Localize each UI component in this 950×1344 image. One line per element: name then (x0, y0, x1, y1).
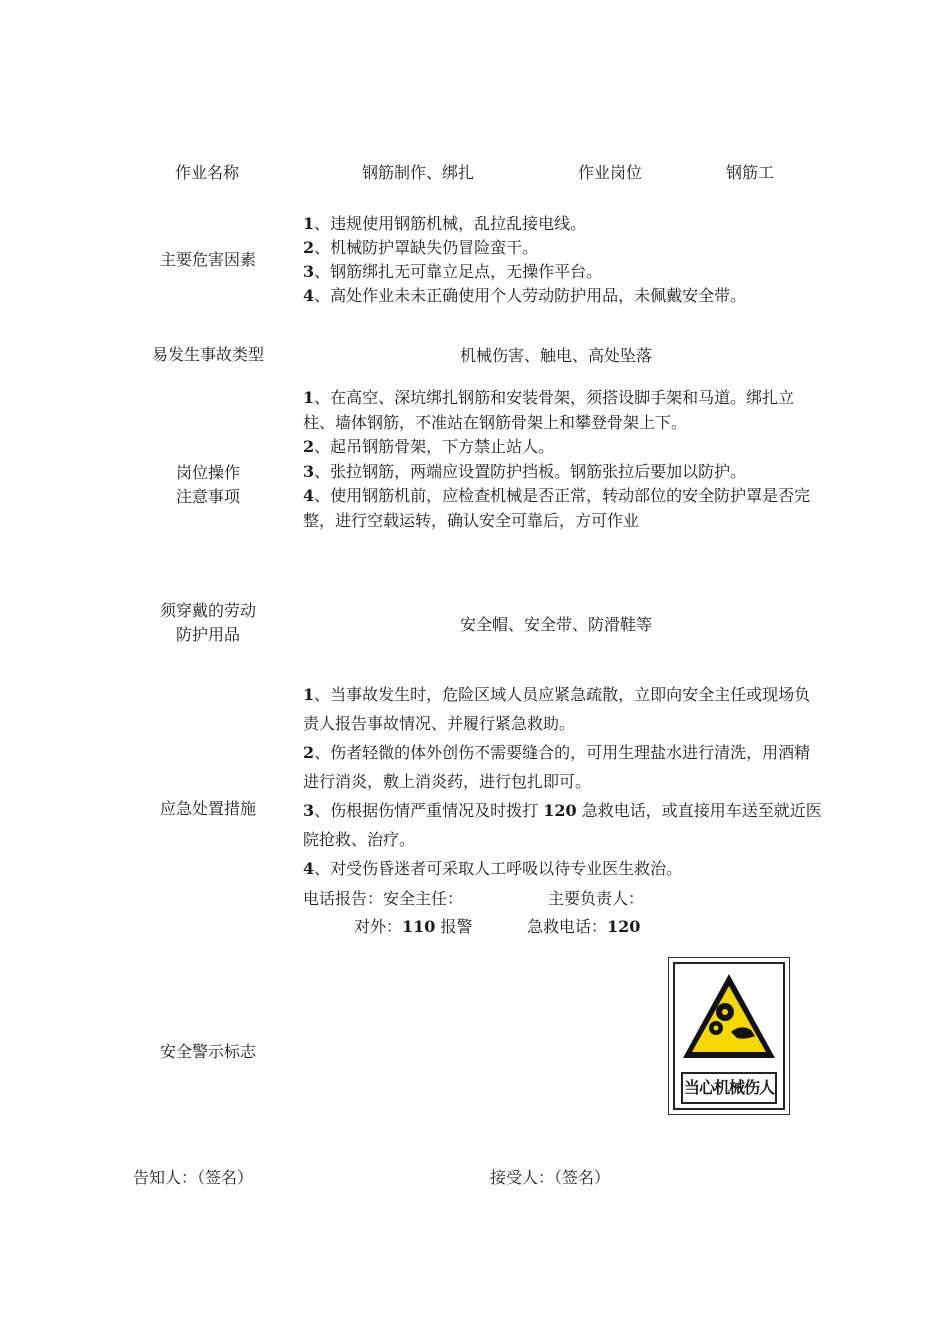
ppe-label-line2: 防护用品 (175, 625, 240, 644)
hazard-item: 2、机械防护罩缺失仍冒险蛮干。 (303, 238, 539, 257)
safety-sign-label: 安全警示标志 (159, 1042, 256, 1061)
ppe-label-line1: 须穿戴的劳动 (159, 601, 256, 620)
emergency-list (303, 680, 823, 883)
job-post-label: 作业岗位 (578, 163, 643, 182)
operation-item: 3、张拉钢筋，两端应设置防护挡板。钢筋张拉后要加以防护。 (303, 461, 747, 481)
operation-item: 2、起吊钢筋骨架，下方禁止站人。 (303, 437, 555, 456)
emergency-item: 1、当事故发生时，危险区域人员应紧急疏散，立即向安全主任或现场负责人报告事故情况、并履行紧急救助。 (303, 685, 811, 733)
hazard-item: 3、钢筋绑扎无可靠立足点，无操作平台。 (303, 262, 603, 281)
phone-report-label: 电话报告：安全主任： (303, 889, 464, 908)
emergency-item: 2、伤者轻微的体外创伤不需要缝合的，可用生理盐水进行清洗，用酒精进行消炎，敷上消炎药，进行包扎即可。 (303, 743, 811, 791)
hazards-list (303, 212, 823, 308)
external-alarm: 对外：110 报警 (354, 917, 473, 936)
emergency-item: 3、伤根据伤情严重情况及时拨打 120 急救电话，或直接用车送至就近医院抢救、治疗。 (303, 801, 822, 849)
hazards-label: 主要危害因素 (159, 250, 256, 269)
operation-item: 4、使用钢筋机前，应检查机械是否正常，转动部位的安全防护罩是否完整，进行空载运转，确认安全可靠后，方可作业 (303, 486, 811, 530)
main-person-label: 主要负责人： (548, 889, 645, 908)
ppe-value: 安全帽、安全带、防滑鞋等 (460, 615, 653, 634)
first-aid-phone: 急救电话：120 (527, 917, 641, 936)
accident-types-label: 易发生事故类型 (151, 345, 264, 364)
job-name-label: 作业名称 (175, 163, 240, 182)
job-name-value: 钢筋制作、绑扎 (362, 163, 475, 182)
hazard-item: 1、违规使用钢筋机械，乱拉乱接电线。 (303, 214, 587, 233)
operations-label-line1: 岗位操作 (175, 463, 240, 482)
emergency-label: 应急处置措施 (159, 799, 256, 818)
sign-caption: 当心机械伤人 (681, 1072, 777, 1104)
notifier-signature: 告知人：（签名） (133, 1168, 254, 1187)
operations-label-line2: 注意事项 (175, 487, 240, 506)
safety-warning-sign (668, 957, 790, 1115)
mechanical-injury-warning-icon (679, 968, 779, 1064)
hazard-item: 4、高处作业未未正确使用个人劳动防护用品，未佩戴安全带。 (303, 286, 747, 305)
operations-list (303, 386, 823, 533)
operation-item: 1、在高空、深坑绑扎钢筋和安装骨架，须搭设脚手架和马道。绑扎立柱、墙体钢筋，不准站在钢筋骨架上和攀登骨架上下。 (303, 388, 795, 432)
job-post-value: 钢筋工 (726, 163, 775, 182)
receiver-signature: 接受人：（签名） (490, 1168, 611, 1187)
emergency-item: 4、对受伤昏迷者可采取人工呼吸以待专业医生救治。 (303, 859, 683, 878)
accident-types-value: 机械伤害、触电、高处坠落 (460, 346, 653, 365)
